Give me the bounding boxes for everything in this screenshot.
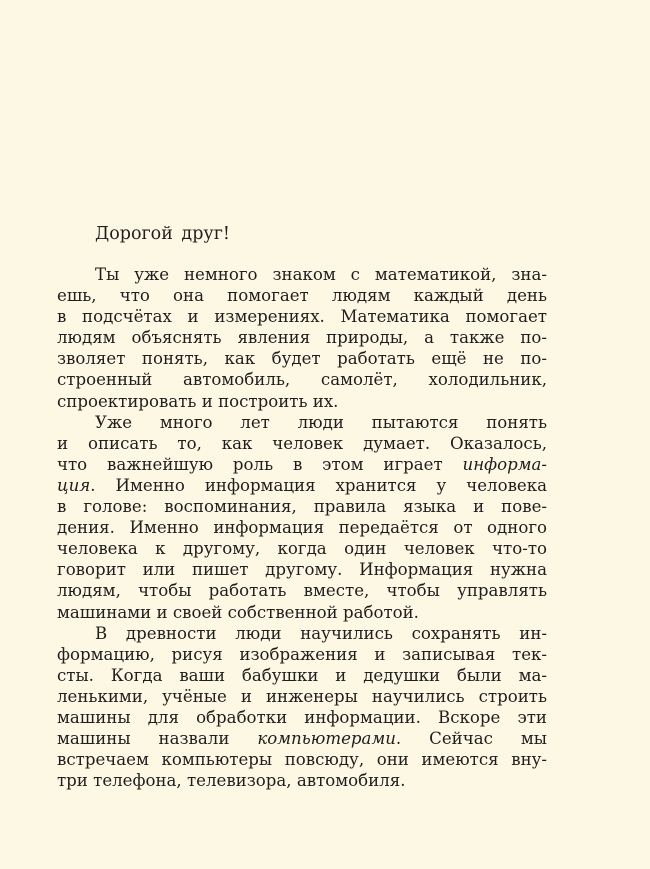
paragraph-3 bbox=[57, 623, 547, 792]
text-line: в подсчётах и измерениях. Математика помогает bbox=[57, 307, 547, 327]
text-segment: что важнейшую роль в этом играет bbox=[57, 454, 443, 474]
text-line: машинами и своей собственной работой. bbox=[57, 602, 419, 622]
text-line: машины для обработки информации. Вскоре эти bbox=[57, 707, 547, 727]
emphasized-term: ция bbox=[57, 475, 91, 495]
text-line bbox=[57, 454, 547, 475]
text-line: В древности люди научились сохранять ин- bbox=[95, 623, 547, 643]
text-line: строенный автомобиль, самолёт, холодильник, bbox=[57, 370, 547, 390]
text-line: три телефона, телевизора, автомобиля. bbox=[57, 771, 406, 791]
text-line: ешь, что она помогает людям каждый день bbox=[57, 286, 547, 306]
text-line: и описать то, как человек думает. Оказалось, bbox=[57, 433, 547, 453]
paragraph-1 bbox=[57, 264, 547, 412]
text-line: формацию, рисуя изображения и записывая тек- bbox=[57, 644, 547, 664]
text-line: говорит или пишет другому. Информация нужна bbox=[57, 560, 547, 580]
text-line: человека к другому, когда один человек что-то bbox=[57, 539, 547, 559]
text-line: спроектировать и построить их. bbox=[57, 391, 339, 411]
text-line bbox=[57, 728, 547, 749]
body-text bbox=[57, 264, 547, 791]
page-content bbox=[57, 222, 547, 791]
text-line: ленькими, учёные и инженеры научились строить bbox=[57, 686, 547, 706]
text-line: людям, чтобы работать вместе, чтобы управлять bbox=[57, 581, 547, 601]
text-line bbox=[57, 475, 547, 496]
text-line: дения. Именно информация передаётся от одного bbox=[57, 518, 547, 538]
text-line: встречаем компьютеры повсюду, они имеются вну- bbox=[57, 750, 547, 770]
paragraph-2 bbox=[57, 412, 547, 623]
text-segment: . Именно информация хранится у человека bbox=[90, 475, 547, 495]
text-line: людям объяснять явления природы, а также по- bbox=[57, 328, 547, 348]
emphasized-term: информа- bbox=[462, 454, 547, 474]
text-line: зволяет понять, как будет работать ещё не по- bbox=[57, 349, 547, 369]
text-line: Уже много лет люди пытаются понять bbox=[95, 412, 547, 432]
text-segment: . Сейчас мы bbox=[395, 729, 548, 749]
text-segment: машины назвали bbox=[57, 729, 230, 749]
emphasized-term: компьютерами bbox=[257, 729, 396, 749]
salutation: Дорогой друг! bbox=[95, 224, 230, 244]
text-line: сты. Когда ваши бабушки и дедушки были ма- bbox=[57, 665, 547, 685]
text-line: в голове: воспоминания, правила языка и пове- bbox=[57, 497, 547, 517]
text-line: Ты уже немного знаком с математикой, зна- bbox=[95, 265, 547, 284]
